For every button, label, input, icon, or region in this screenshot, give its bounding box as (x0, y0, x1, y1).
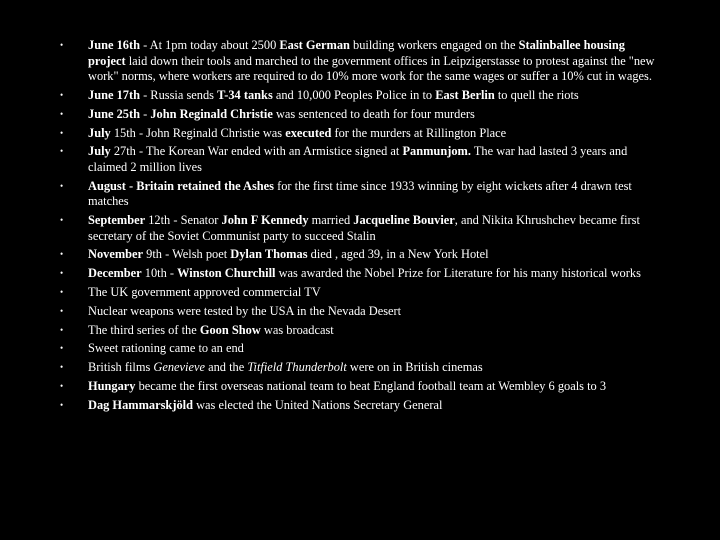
event-text (88, 285, 321, 299)
bold-text: September (88, 213, 146, 228)
list-item (60, 379, 660, 395)
bullet: • (60, 324, 64, 335)
plain-text: was elected the United Nations Secretary General (192, 397, 443, 412)
bullet: • (60, 287, 64, 297)
italic-text: Titfield Thunderbolt (247, 360, 347, 375)
bold-text: John F Kennedy (221, 213, 309, 228)
plain-text: The war had lasted 3 years and claimed 2 million lives (88, 144, 628, 174)
bullet: • (60, 380, 64, 391)
plain-text: The third series of the (88, 322, 200, 337)
event-text (88, 379, 606, 393)
plain-text: building workers engaged on the (349, 38, 519, 52)
plain-text: 15th - John Reginald Christie was (110, 125, 286, 140)
plain-text: was sentenced to death for four murders (272, 106, 475, 121)
bullet: • (60, 249, 64, 260)
event-text (88, 88, 579, 102)
bold-text: June 17th (88, 87, 140, 102)
event-text (88, 38, 655, 83)
list-item (60, 323, 660, 339)
list-item (60, 179, 660, 210)
event-text (88, 341, 244, 355)
bullet: • (60, 362, 64, 373)
bold-text: Winston Churchill (177, 266, 276, 281)
bold-text: Hungary (88, 378, 136, 393)
bold-text: June 16th (88, 38, 140, 52)
bold-text: Jacqueline Bouvier (353, 213, 455, 228)
bullet: • (60, 180, 64, 191)
list-item (60, 88, 660, 104)
bold-text: Panmunjom. (402, 144, 471, 159)
plain-text: British films (88, 360, 154, 375)
event-text (88, 179, 632, 209)
plain-text: - (139, 106, 151, 121)
bullet: • (60, 343, 64, 354)
plain-text: to quell the riots (494, 87, 579, 102)
bullet: • (60, 146, 64, 157)
list-item (60, 126, 660, 142)
bold-text: Dag Hammarskjöld (88, 397, 193, 412)
bold-text: T-34 tanks (217, 87, 273, 102)
event-text (88, 266, 641, 280)
plain-text: for the first time since 1933 winning by eight wickets after 4 drawn test matches (88, 178, 632, 209)
plain-text: died , aged 39, in a New York Hotel (307, 247, 489, 262)
event-text (88, 398, 442, 412)
bold-text: Goon Show (199, 322, 261, 337)
list-item (60, 285, 660, 301)
event-text (88, 144, 627, 174)
event-text (88, 304, 401, 318)
plain-text: 12th - Senator (145, 213, 222, 228)
plain-text: Sweet rationing came to an end (88, 341, 244, 356)
list-item (60, 341, 660, 357)
event-text (88, 323, 334, 337)
plain-text: became the first overseas national team to beat England football team at Wembley 6 goals to 3 (135, 378, 607, 393)
bullet: • (60, 40, 64, 50)
plain-text: was awarded the Nobel Prize for Literature for his many historical works (275, 266, 641, 281)
list-item (60, 247, 660, 263)
list-item (60, 107, 660, 123)
plain-text: laid down their tools and marched to the government offices in Leipzigerstasse to protest against the "new work" norms, where workers are required to do 10% more work for the same wages or suffer a 10% cut in wages. (88, 53, 655, 84)
plain-text: was broadcast (260, 322, 334, 337)
bullet: • (60, 215, 64, 226)
bold-text: John Reginald Christie (150, 106, 273, 121)
italic-text: Genevieve (153, 360, 205, 375)
bold-text: August - Britain retained the Ashes (88, 178, 274, 193)
plain-text: for the murders at Rillington Place (331, 125, 507, 140)
plain-text: - At 1pm today about 2500 (139, 38, 280, 52)
event-text (88, 360, 483, 374)
event-text (88, 213, 640, 243)
plain-text: 10th - (141, 266, 178, 281)
plain-text: were on in British cinemas (346, 360, 483, 375)
bold-text: Stalinballee housing project (88, 38, 625, 68)
event-text (88, 107, 475, 121)
plain-text: 9th - Welsh poet (143, 247, 231, 262)
plain-text: 27th - The Korean War ended with an Armistice signed at (110, 144, 403, 159)
bold-text: November (88, 247, 144, 262)
bullet: • (60, 108, 64, 119)
bullet: • (60, 89, 64, 100)
bold-text: executed (285, 125, 332, 140)
event-text (88, 247, 489, 261)
plain-text: and the (205, 360, 248, 375)
bold-text: July (88, 144, 111, 159)
bold-text: December (88, 266, 142, 281)
plain-text: and 10,000 Peoples Police in to (272, 87, 436, 102)
list-item (60, 304, 660, 320)
bold-text: Dylan Thomas (230, 247, 308, 262)
list-item (60, 266, 660, 282)
bold-text: July (88, 125, 111, 140)
list-item (60, 360, 660, 376)
bold-text: East German (279, 38, 350, 52)
list-item (60, 144, 660, 175)
bullet: • (60, 127, 64, 138)
plain-text: - Russia sends (139, 87, 218, 102)
plain-text: Nuclear weapons were tested by the USA in the Nevada Desert (88, 303, 402, 318)
bullet: • (60, 305, 64, 316)
bold-text: East Berlin (435, 87, 495, 102)
bold-text: June 25th (88, 106, 140, 121)
plain-text: , and Nikita Khrushchev became first secretary of the Soviet Communist party to succeed Stalin (88, 213, 640, 243)
list-item (60, 398, 660, 414)
list-item (60, 38, 660, 85)
plain-text: married (308, 213, 354, 228)
bullet: • (60, 399, 64, 410)
plain-text: The UK government approved commercial TV (88, 285, 321, 299)
events-list (60, 38, 660, 416)
bullet: • (60, 268, 64, 279)
list-item (60, 213, 660, 244)
event-text (88, 126, 506, 140)
